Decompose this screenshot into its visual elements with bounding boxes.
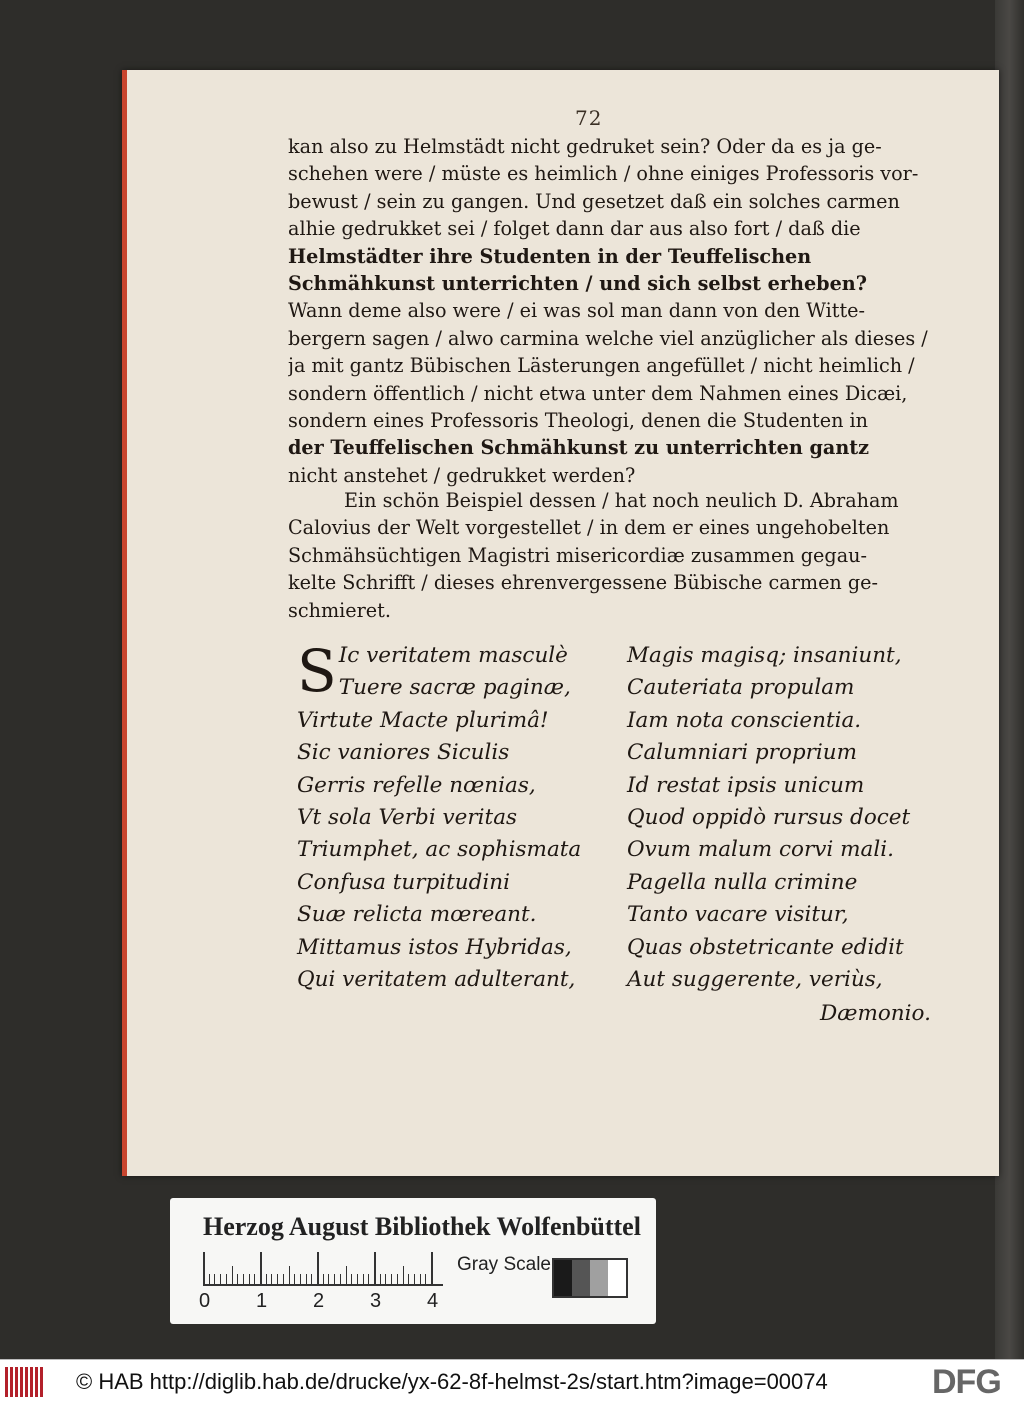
paragraph-2 [288, 487, 933, 624]
verse-line: Sic vaniores Siculis [297, 740, 510, 766]
verse-line: Quod oppidò rursus docet [627, 804, 911, 830]
ruler-tick [414, 1274, 415, 1284]
text-line: bergern sagen / alwo carmina welche viel anzüglicher als dieses / [288, 326, 928, 350]
verse-line: Suæ relicta mœreant. [297, 902, 537, 928]
footer-bar [0, 1359, 1024, 1404]
ruler-tick [420, 1274, 421, 1284]
ruler-tick [391, 1274, 392, 1284]
text-line: Ein schön Beispiel dessen / hat noch neulich D. Abraham [344, 489, 899, 512]
ruler-number: 1 [256, 1290, 268, 1312]
text-line: Wann deme also were / ei was sol man dann von den Witte- [288, 299, 866, 323]
drop-cap: S [297, 637, 337, 705]
ruler-tick [363, 1274, 364, 1284]
ruler-tick [277, 1274, 278, 1284]
text-line: Helmstädter ihre Studenten in der Teuffelischen [288, 244, 812, 268]
ruler-tick [346, 1266, 347, 1284]
ruler-number: 3 [370, 1290, 382, 1312]
ruler-tick [323, 1274, 324, 1284]
ruler-tick [431, 1252, 433, 1284]
gray-swatch [572, 1260, 590, 1296]
verse-signature: Dæmonio. [820, 1001, 931, 1026]
verse-line: Iam nota conscientia. [627, 707, 862, 733]
verse-line: Tuere sacræ paginæ, [338, 675, 571, 701]
adjacent-page-edge [995, 0, 1024, 1359]
gray-scale-swatches [552, 1258, 628, 1298]
verse-column-left [297, 637, 597, 996]
gray-swatch [554, 1260, 572, 1296]
hab-barcode-icon [5, 1367, 45, 1397]
text-line: kelte Schrifft / dieses ehrenvergessene Bübische carmen ge- [288, 571, 878, 595]
verse-column-right [627, 640, 947, 996]
text-line: ja mit gantz Bübischen Lästerungen angefüllet / nicht heimlich / [288, 354, 915, 378]
verse-line: Tanto vacare visitur, [627, 902, 849, 928]
verse-line: Calumniari proprium [627, 740, 858, 766]
verse-line: Gerris refelle nœnias, [297, 772, 536, 798]
ruler-tick [368, 1274, 369, 1284]
ruler-tick [408, 1274, 409, 1284]
ruler-tick [385, 1274, 386, 1284]
verse-line: Mittamus istos Hybridas, [297, 934, 572, 960]
ruler-tick [351, 1274, 352, 1284]
text-line: alhie gedrukket sei / folget dann dar aus also fort / daß die [288, 217, 861, 241]
verse-line: Qui veritatem adulterant, [297, 966, 576, 992]
text-line: nicht anstehet / gedrukket werden? [288, 463, 636, 487]
gray-swatch [590, 1260, 608, 1296]
ruler-tick [289, 1266, 290, 1284]
ruler-tick [403, 1266, 404, 1284]
ruler-tick [311, 1274, 312, 1284]
ruler-tick [283, 1274, 284, 1284]
gray-scale-label: Gray Scale [457, 1254, 551, 1275]
text-line: schehen were / müste es heimlich / ohne einiges Professoris vor- [288, 162, 919, 186]
ruler-tick [220, 1274, 221, 1284]
ruler-tick [300, 1274, 301, 1284]
ruler-scale [203, 1252, 443, 1286]
verse-line: Cauteriata propulam [627, 675, 855, 701]
ruler-tick [260, 1252, 262, 1284]
page-number: 72 [575, 106, 603, 130]
verse-line: Magis magisq; insaniunt, [627, 643, 902, 668]
text-line: Schmähsüchtigen Magistri misericordiæ zusammen gegau- [288, 543, 867, 567]
gray-swatch [608, 1260, 626, 1296]
verse-line: Vt sola Verbi veritas [297, 804, 518, 830]
ruler-number: 2 [313, 1290, 325, 1312]
text-line: der Teuffelischen Schmähkunst zu unterrichten gantz [288, 436, 870, 460]
verse-line: Triumphet, ac sophismata [297, 837, 582, 863]
ruler-tick [380, 1274, 381, 1284]
text-line: Calovius der Welt vorgestellet / in dem er eines ungehobelten [288, 516, 890, 540]
text-line: schmieret. [288, 598, 391, 622]
library-label-card [170, 1198, 656, 1324]
ruler-number: 0 [199, 1290, 211, 1312]
ruler-tick [317, 1252, 319, 1284]
ruler-tick [214, 1274, 215, 1284]
ruler-tick [334, 1274, 335, 1284]
ruler-tick [357, 1274, 358, 1284]
text-line: sondern eines Professoris Theologi, denen die Studenten in [288, 408, 869, 432]
verse-line: Ic veritatem masculè [338, 643, 568, 668]
verse-line: Id restat ipsis unicum [627, 772, 865, 798]
text-line: kan also zu Helmstädt nicht gedruket sein? Oder da es ja ge- [288, 135, 882, 158]
ruler-tick [226, 1274, 227, 1284]
ruler-tick [209, 1274, 210, 1284]
verse-line: Ovum malum corvi mali. [627, 837, 894, 863]
ruler-tick [237, 1274, 238, 1284]
text-line: sondern öffentlich / nicht etwa unter dem Nahmen eines Dicæi, [288, 381, 908, 405]
verse-line: Quas obstetricante edidit [627, 934, 904, 960]
verse-line: Virtute Macte plurimâ! [297, 707, 549, 733]
paragraph-1 [288, 133, 933, 489]
ruler-tick [340, 1274, 341, 1284]
ruler-tick [374, 1252, 376, 1284]
ruler-tick [271, 1274, 272, 1284]
ruler-tick [306, 1274, 307, 1284]
ruler-number: 4 [427, 1290, 439, 1312]
library-name: Herzog August Bibliothek Wolfenbüttel [203, 1212, 641, 1241]
dfg-logo: DFG [932, 1363, 1001, 1401]
ruler-tick [249, 1274, 250, 1284]
ruler-tick [254, 1274, 255, 1284]
verse-line: Pagella nulla crimine [627, 869, 858, 895]
verse-line: Aut suggerente, veriùs, [627, 966, 883, 992]
ruler-tick [328, 1274, 329, 1284]
text-line: Schmähkunst unterrichten / und sich selbst erheben? [288, 271, 867, 295]
ruler-tick [243, 1274, 244, 1284]
ruler-tick [425, 1274, 426, 1284]
ruler-tick [232, 1266, 233, 1284]
ruler-tick [266, 1274, 267, 1284]
text-line: bewust / sein zu gangen. Und gesetzet daß ein solches carmen [288, 189, 900, 213]
ruler-tick [203, 1252, 205, 1284]
source-url[interactable]: © HAB http://diglib.hab.de/drucke/yx-62-8f-helmst-2s/start.htm?image=00074 [76, 1369, 828, 1394]
verse-line: Confusa turpitudini [297, 869, 510, 895]
ruler-tick [397, 1274, 398, 1284]
ruler-tick [294, 1274, 295, 1284]
